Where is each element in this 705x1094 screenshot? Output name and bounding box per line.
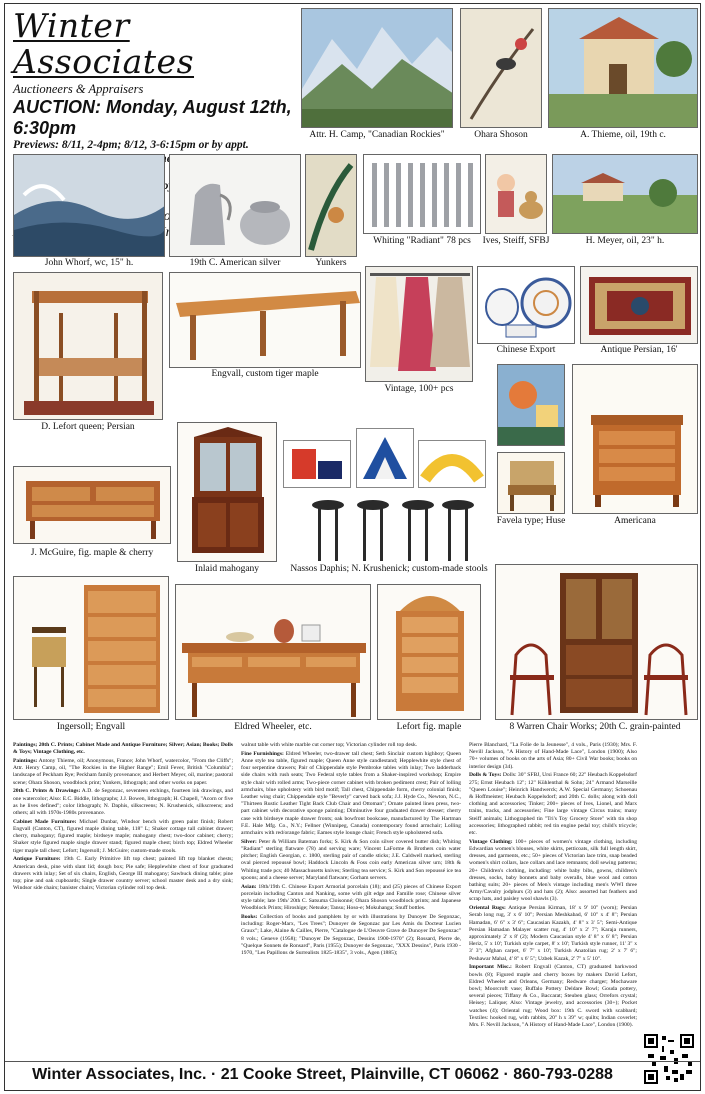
details-text: 100+ pieces of women's vintage clothing, including Edwardian women's blouses, white skirts, petticoats, silk full length skirt, dresses, and garments, etc.; 50+ pieces of Victorian lace trim, snap beaded women's shirt collars, lace collars and lace remnants; doll sewing patterns; 20+ Children's clothing, including: white baby bibs, gowns, children's dresses, socks, baby bonnets and baby overalls, blue wool and cotton bathing suits; 20+ pieces of Men's vintage including men's WWI three Army/Cavalry jodphurs (3) and hats (2); Also: assorted hat feathers and scrap hats, and paisley wool shawls (3).: [469, 838, 637, 903]
caption-thieme-painting: A. Thieme, oil, 19th c.: [580, 130, 666, 140]
details-heading: Vintage Clothing:: [469, 838, 513, 845]
details-paragraph: [13, 856, 233, 892]
caption-whorf-watercolor: John Whorf, wc, 15" h.: [44, 258, 134, 268]
caption-american-silver: 19th C. American silver: [189, 258, 281, 268]
details-heading: 20th C. Prints & Drawings:: [13, 788, 81, 795]
caption-mcguire-chest: J. McGuire, fig. maple & cherry: [30, 548, 154, 558]
details-heading: Dolls & Toys:: [469, 772, 502, 779]
photo-chinese-export: [477, 266, 575, 344]
details-heading: Antique Furniture:: [13, 856, 61, 863]
photo-daphis-print-2: [356, 428, 414, 488]
photo-antique-persian: [580, 266, 698, 344]
caption-daphis-krushenick: Nassos Daphis; N. Krushenick; custom-made stools: [290, 564, 488, 574]
caption-eldred-wheeler: Eldred Wheeler, etc.: [234, 722, 312, 732]
photo-canadian-rockies: [301, 8, 453, 128]
photo-krushenick-print: [418, 440, 486, 488]
photo-american-silver: [169, 154, 301, 257]
details-text: Collection of books and pamphlets by or with illustrations by Dunoyer De Segonzac, including: Roger-Marx, "Les Trees"; Dunoyer de Segonzac par Les Amis du Docteur Lucien Graux"; Lake, Alaine & Cailles, Pierre, "Catalogue de L'Oeuvre Grave de Dunoyer De Segonzac" 8 vols.; Geneve (1958); "Dunoyer De Segonzac, Dessins 1900-1970" (2); Rossard, Pierre de, "Quelque Sonnets de Ronsard", Paris (1955); Dunoyer de Segonzac, "XXX Dessins", Paris 1930 - 1970, "Les Papillons de Surrealists 1825-1835", 3 vols., Agen (1885);: [241, 914, 461, 957]
details-heading: Asian:: [241, 883, 257, 890]
details-text: walnut table with white marble cut corner top; Victorian cylinder roll top desk.: [241, 742, 418, 748]
details-text: 19th C. Early Primitive lift top chest; painted lift top blanket chests; American desk, pine with slant lid; dough box; Pie safe; Hepplewhite chest of four graduated drawers with inlay; Set of six chairs, English, George III mahogany; Sawbuck dining table; pine top; pine and oak cupboards; Single drawer country server; school master desk and a dry sink; Windsor side chairs; banister chairs; Victorian cylinder roll top desk.: [13, 856, 233, 892]
caption-yunkers-print: Yunkers: [315, 258, 347, 268]
photo-whorf-watercolor: [13, 154, 165, 257]
photo-americana-chest: [572, 364, 698, 514]
caption-vintage-clothing: Vintage, 100+ pcs: [384, 384, 454, 394]
details-paragraph: [469, 742, 637, 771]
photo-custom-stools: [297, 496, 477, 564]
details-paragraph: [241, 751, 461, 837]
details-paragraph: [13, 819, 233, 855]
details-paragraph: [13, 742, 233, 756]
caption-americana: Americana: [614, 516, 656, 526]
details-text: Antony Thieme, oil; Anonymous, France; John Whorf, watercolor, "From the Cliffs"; Attr. Henry Camp, oil, "The Rockies in the Higher Range"; Emil Fever, British "Columbia"; landscape of Peckham Rye; Peckham family provenance; and Herbert Meyer, oil, marine; pastoral scene; Ohara Shoson, woodblock print; Yunkers, lithograph; and other works on paper.: [13, 758, 233, 786]
details-paragraph: [241, 914, 461, 957]
caption-meyer-painting: H. Meyer, oil, 23" h.: [585, 236, 665, 246]
photo-lefort-bed: [13, 272, 163, 420]
caption-antique-persian: Antique Persian, 16': [600, 345, 678, 355]
details-text: Dolls: 30" SFBJ, Ursi France 60; 22" Heubach Koppelsdorf 275; Ernst Heubach 12"; 12" Kühlenthal & Sohn; 24" Armand Marseille "Queen Louise"; Heinrich Handwerck; A.W. Special Germany; Schoenau & Hoffmeister; Heubach Koppelsdorf; and 20th C. dolls; along with doll clothing and accessories; Tinker; 200+ pieces of Ives, Lionel, and Marx trains, tracks, and accessories; Fine large vintage Circus trains; many Steiff animals; Lithographed tin "Tri's Toy Grocery Store" with tin shop accessories; lithographed rabbit; red tin engine pedal toy; child's tricycle; etc.: [469, 772, 637, 837]
caption-dolls-toys: Ives, Steiff, SFBJ: [482, 236, 550, 246]
details-paragraph: [241, 742, 461, 749]
caption-canadian-rockies: Attr. H. Camp, "Canadian Rockies": [309, 130, 445, 140]
details-paragraph: [469, 964, 637, 1029]
preview-times: Previews: 8/11, 2-4pm; 8/12, 3-6:15pm or by appt.: [13, 139, 249, 151]
details-paragraph: [469, 905, 637, 963]
caption-ohara-shoson: Ohara Shoson: [474, 130, 528, 140]
caption-warren-chairs: 8 Warren Chair Works; 20th C. grain-painted: [509, 722, 681, 732]
details-paragraph: [13, 788, 233, 817]
photo-meyer-painting: [552, 154, 698, 234]
footer-contact: Winter Associates, Inc. · 21 Cooke Street, Plainville, CT 06062 · 860-793-0288: [5, 1061, 700, 1087]
details-text: A.D. de Segonzac, seventeen etchings, fourteen ink drawings, and one watercolor; Also: E.C. Biddle, lithographs; J.J. Bowen, lithograph; H. Chapell, "Acorn or five as he lives defined"; color lithograph; N. Daphis, silkscreens; N. Krushenick, silkscreens; and others; all with 1970s-1980s provenance.: [13, 788, 233, 817]
caption-lefort-maple: Lefort fig. maple: [396, 722, 462, 732]
details-heading: Important Misc.:: [469, 964, 512, 971]
details-paragraph: [13, 758, 233, 787]
details-heading: Oriental Rugs:: [469, 905, 506, 912]
caption-chinese-export: Chinese Export: [496, 345, 556, 355]
photo-ohara-shoson: [460, 8, 542, 128]
details-column-1: [13, 742, 233, 1057]
details-text: Pierre Blanchard, "La Folie de la Jeunesse", 4 vols., Paris (1930); Mrs. F. Nevill Jackson, "A History of Hand-Made Lace", London (1900); Also 70+ volumes of books on the arts of Asia; 80+ Civil War books; books on interior design (34).: [469, 742, 637, 770]
details-text: Eldred Wheeler, two-drawer tall chest; Seth Sinclair custom highboy; Queen Anne style tea table, figured maple; Queen Anne style candlestand; Hepplewhite style chest of four serpentine drawers; Pair of Chippendale style Pembroke tables with inlay; Two ladderback side chairs with rush seats; Two Federal style tables from a Shaker-inspired workshop; Empire style chair with rolled arms; Two-piece corner cabinet with broken pediment crest; Pair of lolling armchairs, blue upholstery with bird motif; Tall chest, Chippendale form, cherry colonial finish; Leather wing chair; Chippendale style "Beverly" carved back sofa; J.J. Hyde Co., Newton, N.C., "Thirteen Rustic Leather Tight Back Club Chair and Ottoman"; Ornate painted linen press, two-part cabinet with decorative sponge painting; Diminutive four graduated drawer dresser; cherry case with birdseye maple drawer fronts; oak bowfront bookcase, manufactured by The Hartman F.E. Hale Mfg. Co., N.Y.; Fellner (Winnipeg, Canada) contemporary found armchair; Lolling armchairs with red/orange fabric; Eames style lounge chair; French style upholstered sofa.: [241, 750, 461, 837]
photo-daphis-print-1: [283, 440, 351, 488]
caption-favela-huse: Favela type; Huse: [496, 516, 566, 526]
caption-whiting-flatware: Whiting "Radiant" 78 pcs: [373, 236, 471, 246]
details-heading: Paintings; 20th C. Prints; Cabinet Made and Antique Furniture; Silver; Asian; Books; Dolls & Toys; Vintage Clothing, etc.: [13, 742, 233, 756]
caption-lefort-bed: D. Lefort queen; Persian: [41, 422, 135, 432]
details-column-3: [469, 742, 637, 1057]
brand-subtitle: Auctioneers & Appraisers: [13, 82, 144, 96]
photo-inlaid-mahogany: [177, 422, 277, 562]
details-text: 18th/19th C. Chinese Export Armorial porcelain (18); and (25) pieces of Chinese Export porcelain including Canton and Nanking, some with gilt edge and Famille rose; Chinese silver style table; late 19th/ 20th C. Satsuma Cloisonné; Ohara Shoson woodblock prints; and Japanese Woodblock Prints; Hiroshige; Netsuke; Tansu; Hoso-e; Mokuhanga; Snuff bottles.: [241, 883, 461, 912]
details-heading: Books:: [241, 914, 258, 921]
photo-ingersoll-engvall: [13, 576, 169, 720]
details-text: Peter & William Bateman forks; S. Kirk & Son coin silver covered butter dish; Whiting "Radiant" sterling flatware (78) and serving ware; Vincent LaForme & Brothers coin water pitcher; English Georgian, c. 1800, sterling pair of candle sticks; J.E. Caldwell marked, sterling oval pierced repoussé bowl; Haddock Lincoln & Foss coin early American silver urn; 18th & Whiting trade pcs; 40 Massachusetts knives; Sterling tea service; S. Kirk and Son repoussé ice tea spoons; and a cheese server; Maryland flatware; Gorham servers.: [241, 838, 461, 881]
categories-line-2: Toys;: [156, 179, 182, 192]
details-column-2: [241, 742, 461, 1057]
details-heading: Cabinet Made Furniture:: [13, 818, 77, 825]
photo-thieme-painting: [548, 8, 698, 128]
details-paragraph: [469, 772, 637, 837]
details-text: Michael Dunbar, Windsor bench with green paint finish; Robert Engvall (Canton, CT), figured maple dining table, 118" L; Shaker cottage tall cabinet drawer; cherry, mahogany; figured maple; birdseye maple; mahogany chest; two-door cabinet; cherry; Shaker style figured maple single drawer stand; figured maple chest; birch top; Eldred Wheeler tiger maple tall chest; Lefort; Ingersoll; J. McGuire; custom-made stools.: [13, 818, 233, 854]
photo-warren-chairs-cupboard: [495, 564, 698, 720]
details-heading: Fine Furnishings:: [241, 750, 284, 757]
details-text: Robert Engvall (Canton, CT) graduated barkwood bowls (8); Figured maple and cherry boxes by makers David Lefort, Eldred Wheeler and Orleans, Germany; Redware charger; Mochaware bowl; Moorcroft vase; Buffalo Pottery Deldare Bowl; Gouda pottery, several pieces; Tiffany & Co., Baccarat; Steuben glass; Orrefors crystal; Heisey; Lalique; Also: Vintage jewelry, and accessories (30+); Pocket watches (4); Oriental rug; Wood box: 19th C. sword with scabbard; Textiles: hooked rug, with rabbits, 20" h x 39" w; quilts; Indian coverlet; Mrs. F. Nevill Jackson, "A History of Hand-Made Lace", London (1900).: [469, 964, 637, 1029]
details-heading: Paintings:: [13, 758, 38, 764]
brand-title: Winter Associates: [13, 6, 195, 81]
photo-dolls-toys: [485, 154, 547, 234]
caption-engvall-table: Engvall, custom tiger maple: [211, 369, 319, 379]
auction-flyer: [4, 3, 701, 1091]
photo-mcguire-chest: [13, 466, 171, 544]
details-paragraph: [469, 839, 637, 904]
caption-ingersoll-engvall: Ingersoll; Engvall: [56, 722, 126, 732]
details-paragraph: [241, 884, 461, 913]
details-text: Antique Persian Kirman, 18' x 9' 10" (worn); Persian Serab long rug, 3' x 6' 10"; Persian Meshkabad, 6' 10" x 4' 8"; Persian Hamadan, 6' 6" x 3' 6"; Caucasian Kazakh, 4' 8" x 3' 5"; Semi-Antique Persian Hamadan Malayer scatter rug, 4' 10" x 2' 7"; Karaja runners, approximately 2' x 8' (2); Modern Caucasian style 4' 8" x 6' 8"; Persian Heriz, 5' x 10'; Turkish style carpet, 8' x 10'; Turkish style runner, 11' 3" x 3' 3"; Afghan carpet, 6' 7" x 10'; Turkish Anatolian rug; 2' x 7' 6"; Peshawar Mahal, 4' 8" x 6' 5"; Uzbek Kazak, 2' 7" x 5' 10".: [469, 905, 637, 962]
caption-inlaid-mahogany: Inlaid mahogany: [194, 564, 260, 574]
photo-lefort-maple: [377, 584, 481, 720]
photo-favela-painting: [497, 364, 565, 446]
photo-favela-chair: [497, 452, 565, 514]
details-paragraph: [241, 839, 461, 882]
photo-whiting-flatware: [363, 154, 481, 234]
auction-date: AUCTION: Monday, August 12th, 6:30pm: [13, 97, 292, 138]
details-heading: Silver:: [241, 838, 257, 845]
photo-yunkers-print: [305, 154, 357, 257]
photo-vintage-clothing: [365, 266, 473, 382]
photo-eldred-wheeler: [175, 584, 371, 720]
photo-engvall-table: [169, 272, 361, 368]
